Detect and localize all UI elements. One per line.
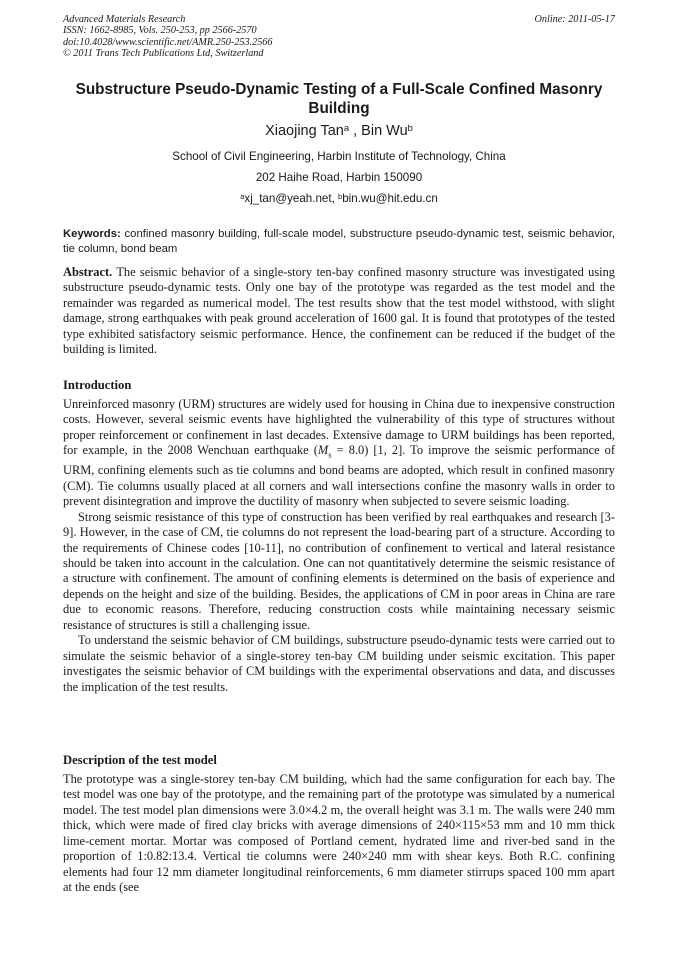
journal-name: Advanced Materials Research bbox=[63, 14, 186, 25]
publication-meta bbox=[63, 14, 615, 60]
keywords-block bbox=[63, 227, 615, 258]
author-separator: , bbox=[349, 123, 362, 139]
keywords-text: confined masonry building, full-scale model, substructure pseudo-dynamic test, seismic behavior, tie column, bond beam bbox=[63, 228, 615, 256]
online-date: Online: 2011-05-17 bbox=[534, 14, 615, 25]
email-link[interactable]: xj_tan@yeah.net, bbox=[244, 192, 339, 205]
paragraph: Strong seismic resistance of this type of construction has been verified by real earthquakes and research [3-9]. However, in the case of CM, tie columns do not represent the load-bearing part of a structure. According to the requirements of Chinese codes [10-11], no contribution of confinement to vertical and lateral resistance should be taken into account in the calculation. One can not quantitatively determine the seismic resistance of a structure with confinement. The amount of confining elements is determined on the basis of experience and depends on the height and size of the building. Besides, the applications of CM in poor areas in China are rare due to economic reasons. Therefore, reducing construction costs while maintaining necessary seismic resistance of structures is still a challenging issue. bbox=[63, 509, 615, 632]
paper-title: Substructure Pseudo-Dynamic Testing of a Full-Scale Confined Masonry Building bbox=[75, 81, 603, 117]
abstract-block bbox=[63, 265, 615, 358]
section-heading-introduction: Introduction bbox=[63, 378, 132, 392]
affiliation-address: 202 Haihe Road, Harbin 150090 bbox=[255, 171, 423, 184]
doi-line: doi:10.4028/www.scientific.net/AMR.250-253.2566 bbox=[63, 36, 273, 48]
email-mark: a bbox=[240, 191, 245, 201]
keywords-label: Keywords: bbox=[63, 228, 121, 240]
affiliation-emails bbox=[0, 192, 678, 206]
introduction-body bbox=[63, 397, 615, 695]
author-name: Xiaojing Tan bbox=[265, 123, 344, 139]
author-mark: b bbox=[407, 121, 413, 133]
copyright-line: © 2011 Trans Tech Publications Ltd, Switzerland bbox=[63, 48, 264, 60]
abstract-label: Abstract. bbox=[63, 265, 113, 279]
magnitude-symbol: M bbox=[317, 443, 329, 458]
test-model-body bbox=[63, 772, 615, 896]
author-line bbox=[0, 122, 678, 140]
section-heading-test-model: Description of the test model bbox=[63, 753, 217, 767]
email-link[interactable]: bin.wu@hit.edu.cn bbox=[342, 192, 438, 205]
paragraph: The prototype was a single-storey ten-bay CM building, which had the same configuration for each bay. The test model was one bay of the prototype, and the remaining part of the prototype was simulated by a numerical model. The test model plan dimensions were 3.0×4.2 m, the overall height was 3.1 m. The walls were 240 mm thick, which were made of fired clay bricks with average dimensions of 240×115×53 mm and 10 mm thick lime-cement mortar. Mortar was composed of Portland cement, hydrated lime and river-bed sand in the proportion of 1:0.82:13.4. Vertical tie columns were 240×240 mm with shear keys. Both R.C. confining elements had four 12 mm diameter longitudinal reinforcements, 6 mm diameter stirrups spaced 100 mm apart at the ends (see bbox=[63, 772, 615, 895]
abstract-text: The seismic behavior of a single-story ten-bay confined masonry structure was investigated using substructure pseudo-dynamic tests. Only one bay of the prototype was regarded as the test model and the remainder was regarded as numerical model. The test results show that the test model withstood, with slight damage, strong earthquakes with peak ground acceleration of 1600 gal. It is found that prototypes of the tested type exhibited satisfactory seismic performance. Hence, the confinement can be reduced if the budget of the building is limited. bbox=[63, 265, 615, 357]
issn-line: ISSN: 1662-8985, Vols. 250-253, pp 2566-2570 bbox=[63, 25, 257, 37]
email-mark: b bbox=[338, 191, 343, 201]
paragraph: Unreinforced masonry (URM) structures are widely used for housing in China due to inexpensive construction costs. However, several seismic events have highlighted the vulnerability of this type of structures without proper reinforcement or confinement in last decades. Extensive damage to URM buildings has been reported, for example, in the 2008 Wenchuan earthquake $(M_s = 8.0)$ [1, 2]. To improve the seismic performance of URM, confining elements such as tie columns and bond beams are adopted, which result in confined masonry (CM). Tie columns usually placed at all corners and wall intersections confine the masonry walls in order to prevent disintegration and improve the ductility of masonry when subjected to severe seismic loading. bbox=[63, 397, 615, 509]
author-name: Bin Wu bbox=[361, 123, 408, 139]
author-mark: a bbox=[343, 121, 350, 133]
affiliation-institution: School of Civil Engineering, Harbin Institute of Technology, China bbox=[172, 150, 506, 163]
paragraph: To understand the seismic behavior of CM buildings, substructure pseudo-dynamic tests were carried out to simulate the seismic behavior of a single-storey ten-bay CM building under seismic excitation. This paper investigates the seismic behavior of CM buildings with the experimental observations and data, and discusses the implication of the test results. bbox=[63, 633, 615, 694]
magnitude-subscript: s bbox=[328, 449, 332, 460]
